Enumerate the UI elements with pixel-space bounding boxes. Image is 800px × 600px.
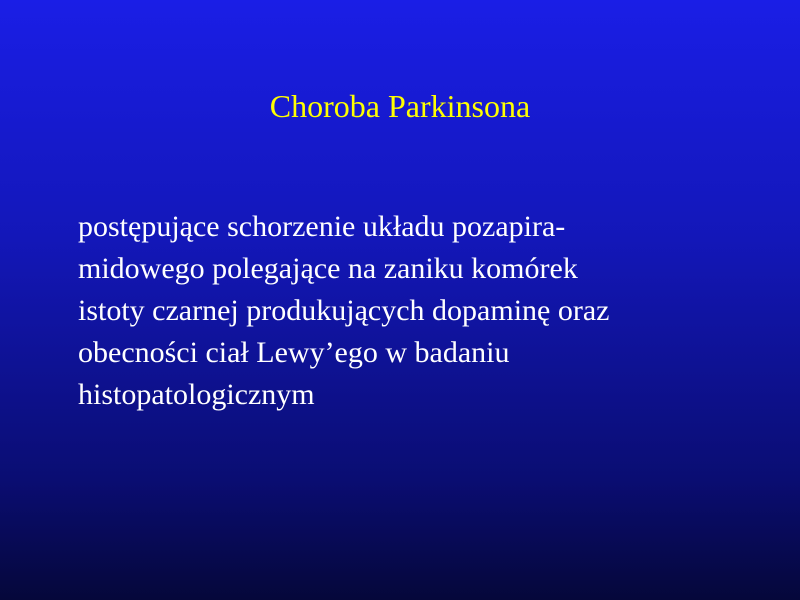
body-line: postępujące schorzenie układu pozapira-	[78, 210, 566, 243]
body-line: histopatologicznym	[78, 378, 315, 411]
slide-body	[78, 206, 758, 416]
body-line: istoty czarnej produkujących dopaminę oraz	[78, 294, 610, 327]
body-line: obecności ciał Lewy’ego w badaniu	[78, 336, 510, 369]
slide-title: Choroba Parkinsona	[269, 88, 531, 124]
body-line: midowego polegające na zaniku komórek	[78, 252, 578, 285]
